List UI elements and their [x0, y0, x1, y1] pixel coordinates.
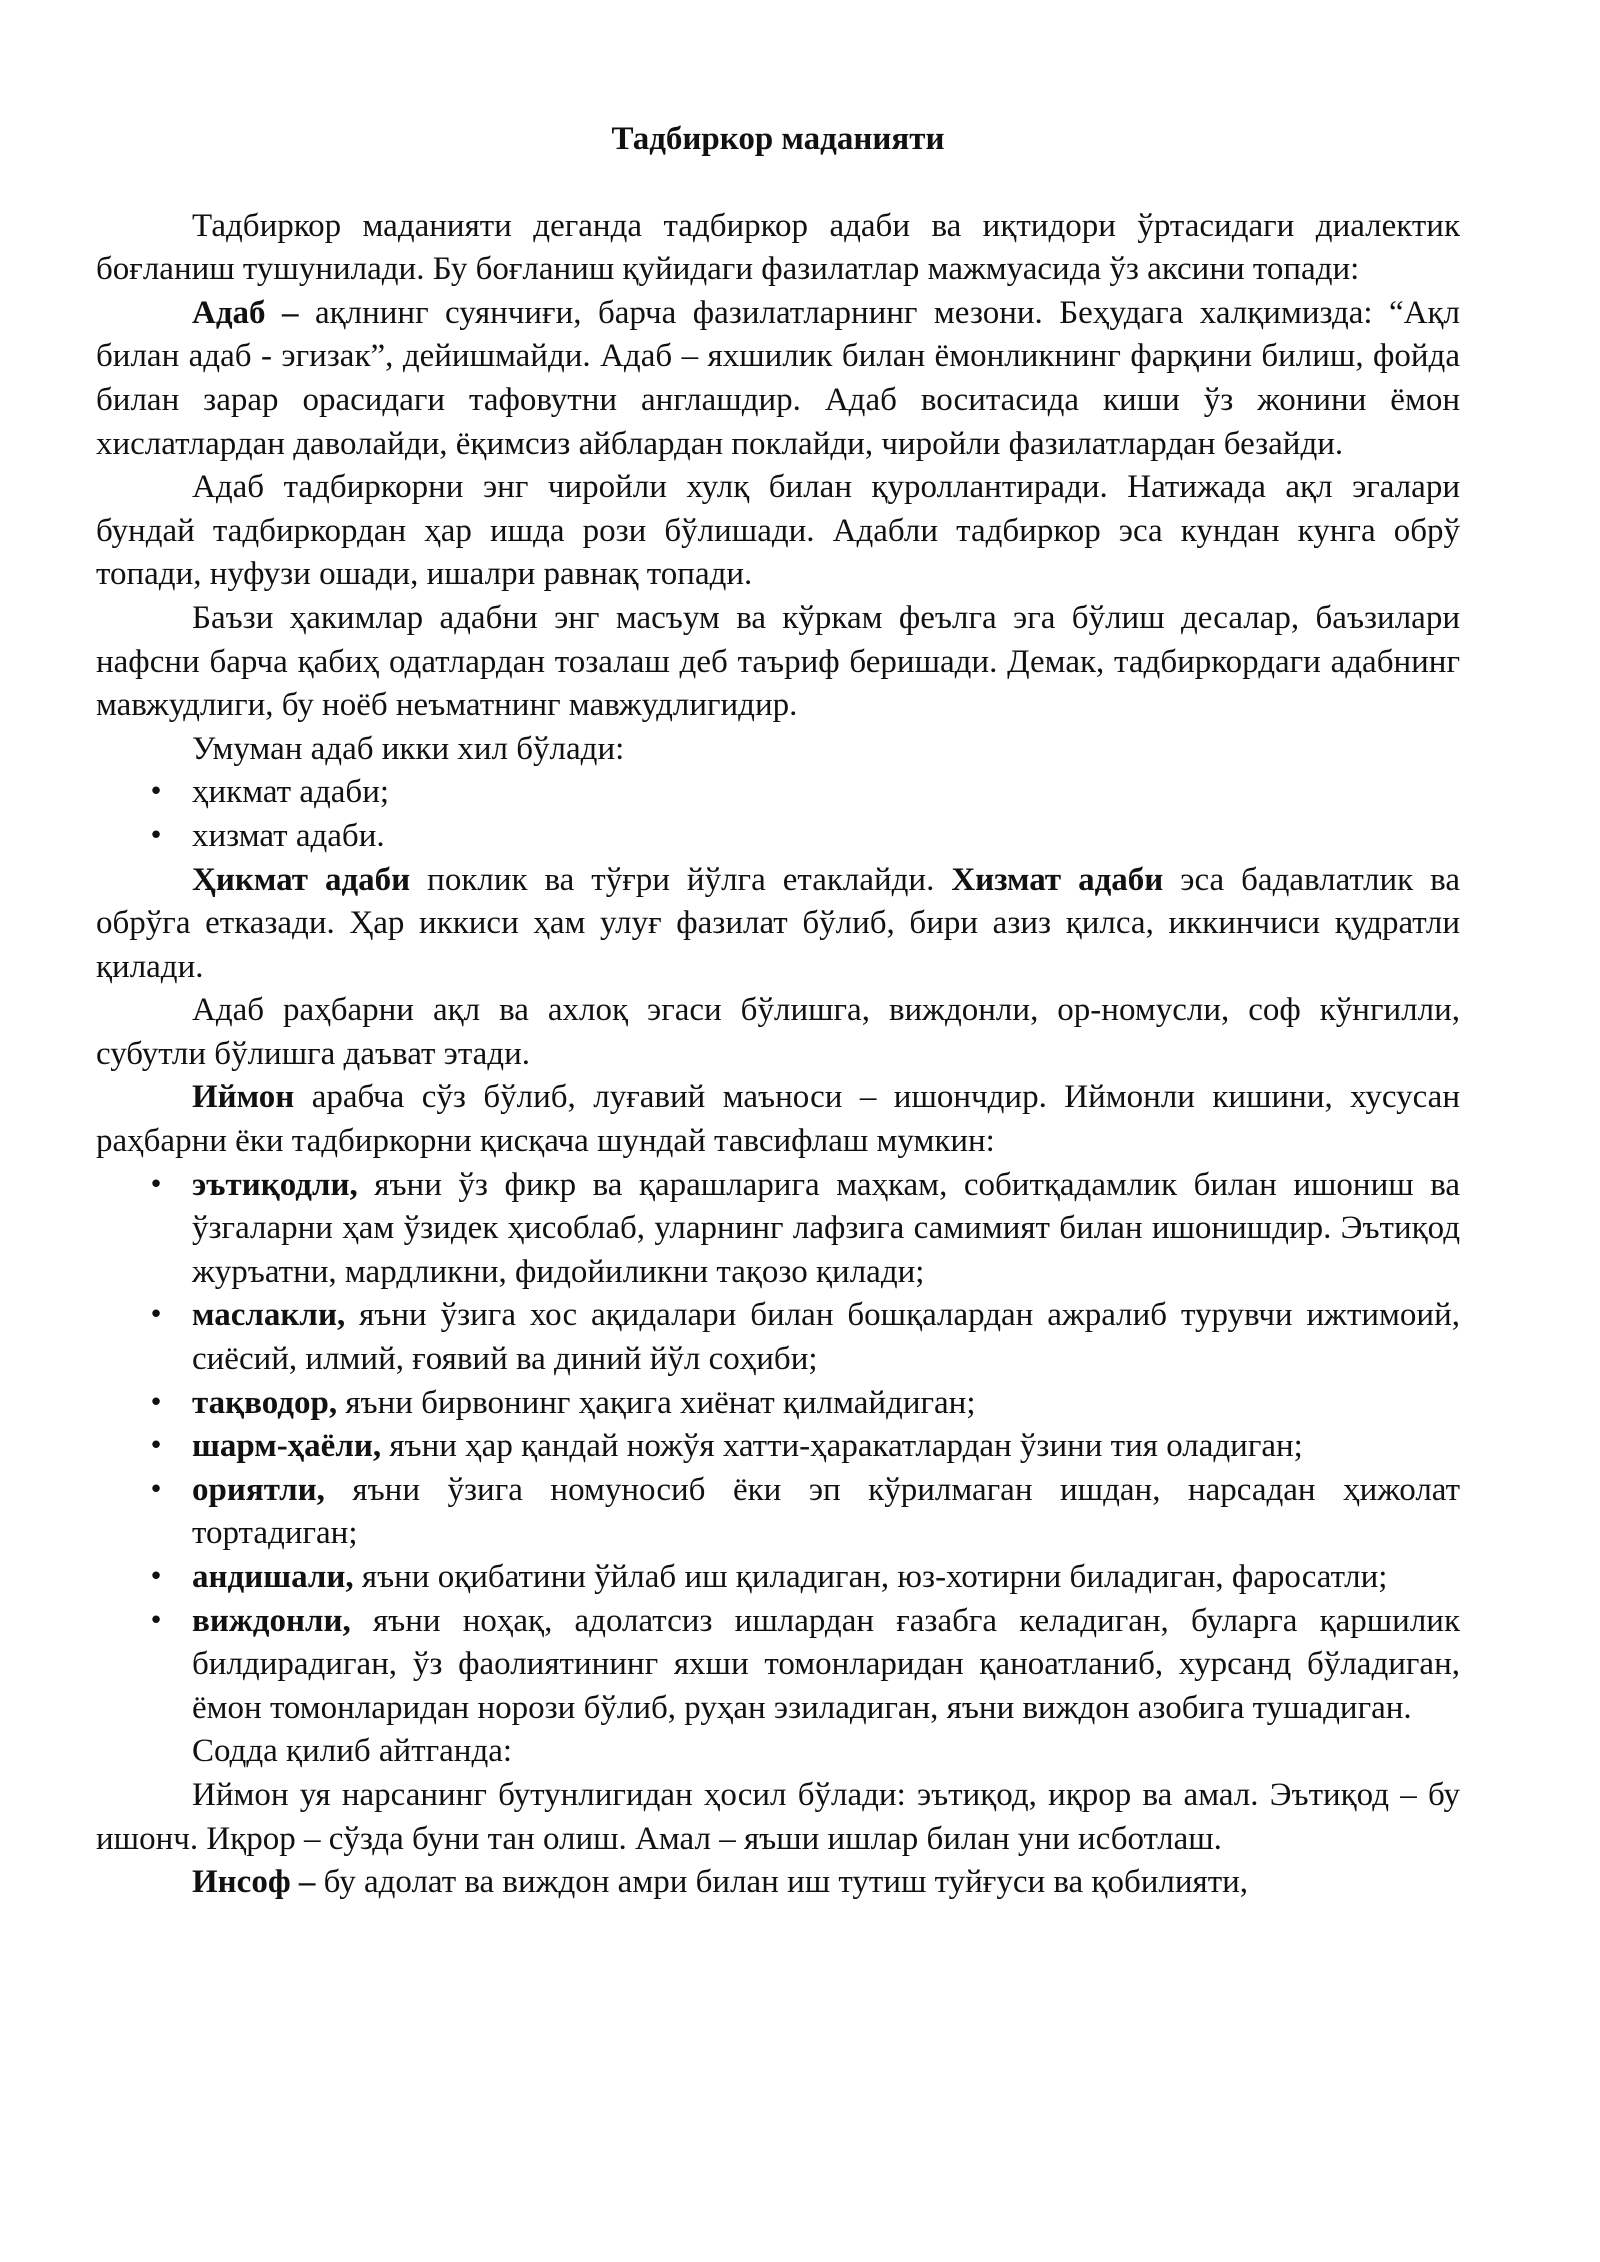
list-item — [96, 1600, 1460, 1731]
trait-text: яъни ўзига хос ақидалари билан бошқалардан ажралиб турувчи ижтимоий, сиёсий, илмий, ғоявий ва диний йўл соҳиби; — [192, 1297, 1460, 1378]
trait-text: яъни ўз фикр ва қарашларига маҳкам, собитқадамлик билан ишониш ва ўзгаларни ҳам ўзидек ҳисоблаб, уларнинг лафзига самимият билан ишонишдир. Эътиқод журъатни, мардликни, фидойиликни тақозо қилади; — [192, 1166, 1460, 1290]
bullet-icon: • — [148, 1300, 164, 1331]
trait-text: яъни оқибатини ўйлаб иш қиладиган, юз-хотирни биладиган, фаросатли; — [353, 1559, 1388, 1595]
term-hikmat-adabi: Ҳикмат адаби — [192, 861, 411, 898]
trait-text: яъни ўзига номуносиб ёки эп кўрилмаган ишдан, нарсадан ҳижолат тортадиган; — [192, 1471, 1460, 1552]
list-item — [96, 771, 1460, 815]
list-item-text: ҳикмат адаби; — [192, 774, 390, 811]
list-item — [96, 1164, 1460, 1295]
trait-term: андишали, — [192, 1559, 354, 1595]
list-item-text: хизмат адаби. — [192, 817, 385, 854]
list-item — [96, 1425, 1460, 1469]
bullet-icon: • — [148, 1387, 164, 1418]
paragraph-hikmat-khizmat — [96, 859, 1460, 990]
paragraph-text: ақлнинг суянчиғи, барча фазилатларнинг мезони. Беҳудага халқимизда: “Ақл билан адаб - эгизак”, дейишмайди. Адаб – яхшилик билан ёмонликнинг фарқини билиш, фойда билан зарар орасидаги тафовутни англашдир. Адаб воситасида киши ўз жонини ёмон хислатлардан даволайди, ёқимсиз айблардан поклайди, чиройли фазилатлардан безайди. — [96, 294, 1460, 462]
list-item — [96, 1294, 1460, 1381]
paragraph-hakims: Баъзи ҳакимлар адабни энг масъум ва кўркам феълга эга бўлиш десалар, баъзилари нафсни барча қабиҳ одатлардан тозалаш деб таъриф беришади. Демак, тадбиркордаги адабнинг мавжудлиги, бу ноёб неъматнинг мавжудлигидир. — [96, 599, 1460, 724]
bullet-icon: • — [148, 1474, 164, 1505]
bullet-icon: • — [148, 1169, 164, 1200]
paragraph-text: арабча сўз бўлиб, луғавий маъноси – ишончдир. Иймонли кишини, хусусан раҳбарни ёки тадбиркорни қисқача шундай тавсифлаш мумкин: — [96, 1079, 1460, 1160]
paragraph-intro: Тадбиркор маданияти деганда тадбиркор адаби ва иқтидори ўртасидаги диалектик боғланиш тушунилади. Бу боғланиш қуйидаги фазилатлар мажмуасида ўз аксини топади: — [96, 207, 1460, 288]
trait-text: яъни ҳар қандай ножўя хатти-ҳаракатлардан ўзини тия оладиган; — [381, 1428, 1303, 1465]
bullet-icon: • — [148, 820, 164, 851]
trait-term: маслакли, — [192, 1297, 346, 1334]
term-khizmat-adabi: Хизмат адаби — [951, 861, 1164, 898]
paragraph-iymon — [96, 1076, 1460, 1163]
adab-types-list — [96, 771, 1460, 858]
list-item — [96, 1382, 1460, 1426]
bullet-icon: • — [148, 1562, 164, 1592]
paragraph-summary-intro: Содда қилиб айтганда: — [192, 1733, 513, 1770]
paragraph-adab-effects: Адаб тадбиркорни энг чиройли хулқ билан қуроллантиради. Натижада ақл эгалари бундай тадбиркордан ҳар ишда рози бўлишади. Адабли тадбиркор эса кундан кунга обрў топади, нуфузи ошади, ишалри равнақ топади. — [96, 469, 1460, 593]
term-adab: Адаб – — [192, 294, 299, 331]
paragraph-adab-types-intro: Умуман адаб икки хил бўлади: — [192, 730, 625, 767]
document-body — [96, 118, 1460, 1905]
bullet-icon: • — [148, 777, 164, 808]
paragraph-insof — [96, 1861, 1460, 1905]
paragraph-text: бу адолат ва виждон амри билан иш тутиш туйғуси ва қобилияти, — [315, 1864, 1249, 1901]
list-item — [96, 815, 1460, 859]
bullet-icon: • — [148, 1431, 164, 1462]
paragraph-adab-leader: Адаб раҳбарни ақл ва ахлоқ эгаси бўлишга, виждонли, ор-номусли, соф кўнгилли, субутли бўлишга даъват этади. — [96, 992, 1460, 1072]
trait-text: яъни бирвонинг ҳақига хиёнат қилмайдиган; — [337, 1384, 976, 1421]
term-iymon: Иймон — [192, 1079, 295, 1116]
trait-term: эътиқодли, — [192, 1166, 358, 1203]
paragraph-adab-definition — [96, 292, 1460, 466]
list-item — [96, 1469, 1460, 1556]
list-item — [96, 1556, 1460, 1600]
trait-term: шарм-ҳаёли, — [192, 1428, 382, 1465]
trait-term: тақводор, — [192, 1384, 338, 1421]
paragraph-text: эса бадавлатлик ва обрўга етказади. Ҳар иккиси ҳам улуғ фазилат бўлиб, бири азиз қилса, иккинчиси қудратли қилади. — [96, 861, 1460, 985]
iymon-traits-list — [96, 1164, 1460, 1731]
trait-term: ориятли, — [192, 1471, 325, 1508]
document-title: Тадбиркор маданияти — [611, 121, 945, 157]
trait-text: яъни ноҳақ, адолатсиз ишлардан ғазабга келадиган, буларга қаршилик билдирадиган, ўз фаолиятининг яхши томонларидан қаноатланиб, хурсанд бўладиган, ёмон томонларидан норози бўлиб, руҳан эзиладиган, яъни виждон азобига тушадиган. — [192, 1602, 1460, 1726]
trait-term: виждонли, — [192, 1602, 351, 1639]
paragraph-text: поклик ва тўғри йўлга етаклайди. — [410, 861, 952, 898]
bullet-icon: • — [148, 1605, 164, 1636]
paragraph-iymon-parts: Иймон уя нарсанинг бутунлигидан ҳосил бўлади: эътиқод, иқрор ва амал. Эътиқод – бу ишонч. Иқрор – сўзда буни тан олиш. Амал – яъши ишлар билан уни исботлаш. — [96, 1776, 1460, 1857]
term-insof: Инсоф – — [192, 1864, 316, 1901]
